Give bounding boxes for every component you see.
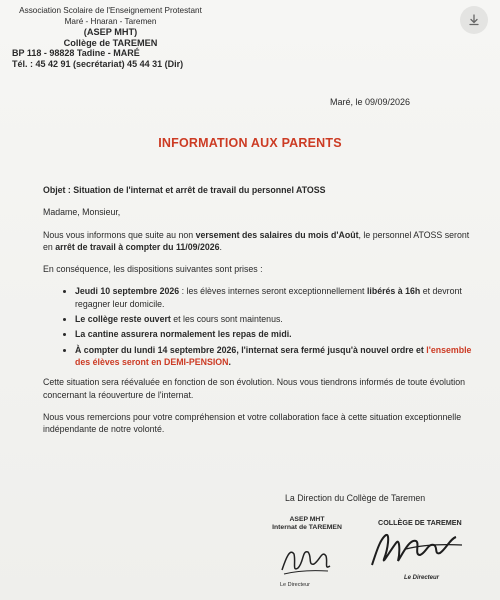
letterhead-locations: Maré - Hnaran - Taremen	[64, 16, 157, 26]
paragraph-1	[43, 229, 473, 254]
emphasis-text: Jeudi 10 septembre 2026	[75, 286, 180, 297]
measures-list	[43, 285, 473, 368]
letter-body	[43, 184, 473, 445]
letterhead-phone: Tél. : 45 42 91 (secrétariat) 45 44 31 (Dir)	[12, 58, 184, 69]
letterhead	[8, 6, 248, 69]
list-item	[75, 344, 473, 369]
list-item	[75, 285, 473, 310]
signature-left-icon	[278, 540, 333, 582]
stamp-left-line1: ASEP MHT	[289, 516, 325, 523]
stamp-right-caption: Le Directeur	[404, 575, 440, 581]
emphasis-text: libérés à 16h	[366, 286, 421, 297]
text-span: et les cours sont maintenus.	[170, 314, 283, 325]
text-span: Nous vous informons que suite au non	[43, 229, 196, 240]
letter-title: INFORMATION AUX PARENTS	[158, 136, 342, 150]
letterhead-acronym: (ASEP MHT)	[83, 27, 138, 37]
emphasis-text: À compter du lundi 14 septembre 2026, l'internat sera fermé jusqu'à nouvel ordre et	[75, 344, 427, 355]
letterhead-org: Association Scolaire de l'Enseignement Protestant	[19, 6, 202, 15]
text-span: et devront regagner leur domicile.	[75, 286, 462, 309]
stamp-left-line2: Internat de TAREMEN	[272, 524, 342, 531]
paragraph-3: Cette situation sera réévaluée en fonction de son évolution. Nous vous tiendrons informés de toute évolution concernant la réouverture de l'internat.	[43, 377, 466, 400]
signature-heading: La Direction du Collège de Taremen	[285, 493, 426, 503]
emphasis-text: Le collège reste ouvert	[75, 314, 171, 325]
letterhead-school: Collège de TAREMEN	[63, 37, 158, 48]
highlight-text: l'ensemble des élèves seront en DEMI-PENSION	[75, 344, 472, 367]
download-icon	[468, 14, 480, 26]
emphasis-text: La cantine assurera normalement les repas de midi.	[75, 329, 292, 340]
paragraph-4: Nous vous remercions pour votre compréhension et votre collaboration face à cette situation exceptionnelle indépendante de notre volonté.	[43, 411, 462, 435]
subject-line: Objet : Situation de l'internat et arrêt de travail du personnel ATOSS	[43, 185, 326, 195]
signature-right-icon	[366, 525, 466, 575]
text-span: , le personnel ATOSS seront en	[43, 229, 470, 252]
emphasis-text: versement des salaires du mois d'Août	[195, 229, 359, 240]
letterhead-address: BP 118 - 98828 Tadine - MARÉ	[12, 48, 140, 58]
text-span: : les élèves internes seront exceptionnellement	[179, 286, 367, 297]
emphasis-text: .	[228, 356, 231, 367]
emphasis-text: arrêt de travail à compter du 11/09/2026	[55, 241, 220, 252]
list-item	[75, 313, 473, 325]
text-span: .	[219, 241, 222, 252]
salutation: Madame, Monsieur,	[43, 207, 121, 218]
list-item	[75, 328, 473, 340]
download-button[interactable]	[460, 6, 488, 34]
stamp-right: COLLÈGE DE TAREMEN	[378, 518, 462, 527]
stamp-left	[262, 516, 352, 532]
paragraph-2: En conséquence, les dispositions suivantes sont prises :	[43, 264, 263, 275]
stamp-left-caption: Le Directeur	[280, 582, 310, 588]
letter-date: Maré, le 09/09/2026	[330, 97, 411, 107]
